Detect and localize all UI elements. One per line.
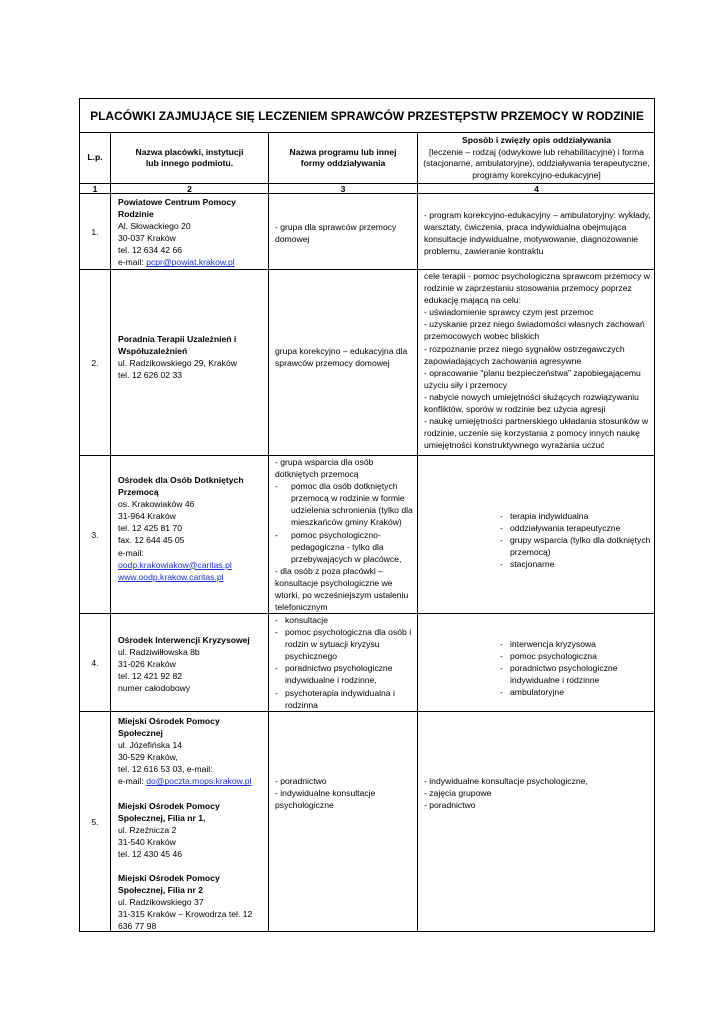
description-item: - oddziaływania terapeutyczne — [500, 523, 621, 534]
program-text: - grupa dla sprawców przemocy domowej — [275, 222, 397, 245]
address-line: 31-315 Kraków – Krowodrza tel. 12 636 77 98 — [118, 909, 253, 932]
institution-name: Miejski Ośrodek Pomocy Społecznej — [118, 716, 220, 739]
description-item: - pomoc psychologiczna — [500, 651, 597, 662]
column-number: 1 — [92, 184, 98, 193]
program-item: - psychoterapia indywidualna i rodzinna — [275, 687, 395, 710]
description-item: - poradnictwo — [424, 800, 476, 811]
description-cell — [418, 510, 656, 570]
description-item: - grupy wsparcia (tylko dla dotkniętych przemocą) — [500, 535, 651, 558]
program-cell — [269, 345, 417, 369]
email-line — [80, 256, 268, 268]
row-number: 5. — [91, 817, 99, 827]
institution-name: Miejski Ośrodek Pomocy Społecznej, Filia nr 2 — [118, 873, 220, 896]
description-line: cele terapii - pomoc psychologiczna sprawcom przemocy w rodzinie w zaprzestaniu stosowania przemocy poprzez edukację mającą na celu: — [424, 271, 650, 306]
column-number: 3 — [340, 184, 346, 193]
program-cell — [269, 775, 417, 811]
description-line: - naukę umiejętności partnerskiego układania stosunków w rodzinie, uczenie się korzystania z pomocy innych naukę umiejętności konstruktywnego wyrażania uczuć — [424, 416, 649, 451]
program-item: - indywidualne konsultacje psychologiczne — [275, 788, 376, 811]
program-cell — [269, 221, 417, 245]
program-item: - grupa wsparcia dla osób dotkniętych przemocą — [275, 457, 374, 480]
column-number: 4 — [534, 184, 539, 193]
row-divider — [80, 711, 654, 712]
description-line: - uzyskanie przez niego świadomości własnych zachowań przemocowych wobec bliskich — [424, 319, 645, 342]
description-line: - uświadomienie sprawcy czym jest przemoc — [424, 307, 594, 318]
address-line: Al. Słowackiego 20 — [118, 221, 191, 232]
header-description-text: [leczenie – rodzaj (odwykowe lub rehabilitacyjne) i forma (stacjonarne, ambulatoryjne), oddziaływania terapeutyczne, programy korekcyjno-edukacyjne] — [423, 146, 650, 180]
address-line: 30-037 Kraków — [118, 233, 176, 244]
row-number: 3. — [91, 529, 99, 540]
institution-name: Powiatowe Centrum Pomocy Rodzinie — [118, 197, 236, 220]
description-item: - ambulatoryjne — [500, 687, 564, 698]
institution-name: Poradnia Terapii Uzależnień i Współuzależnień — [118, 334, 237, 357]
email-link[interactable]: do@poczta.mops.krakow.pl — [146, 776, 252, 787]
description-cell — [418, 638, 656, 698]
institution-cell — [80, 634, 268, 694]
institutions-table — [79, 98, 655, 932]
website-link[interactable]: www.oodp.krakow.caritas.pl — [118, 571, 224, 582]
email-line — [80, 775, 268, 787]
address-line: 31-540 Kraków — [118, 836, 176, 847]
address-line: fax. 12 644 45 05 — [118, 535, 185, 546]
description-line: - opracowanie "planu bezpieczeństwa" zapobiegającemu użyciu siły i przemocy — [424, 367, 641, 390]
description-cell — [418, 270, 656, 451]
address-line: tel. 12 421 92 82 — [118, 671, 183, 682]
description-text: - program korekcyjno-edukacyjny – ambulatoryjny: wykłady, warsztaty, ćwiczenia, praca indywidualna obejmująca konsultacje indywidualne, motywowanie, diagnozowanie problemu, zawieranie kontraktu — [424, 210, 651, 257]
institution-cell — [80, 715, 268, 933]
program-cell — [269, 614, 417, 711]
row-divider — [80, 193, 654, 194]
row-number: 4. — [91, 657, 99, 668]
description-line: - rozpoznanie przez niego sygnałów ostrzegawczych zapowiadających zachowania agresywne — [424, 343, 625, 366]
program-item: - poradnictwo — [275, 776, 327, 786]
program-item: - pomoc psychologiczno-pedagogiczna - tylko dla przebywających w placówce, — [275, 529, 402, 564]
row-number: 2. — [91, 357, 99, 368]
description-line: - nabycie nowych umiejętności służących rozwiązywaniu konfliktów, sporów w rodzinie bez użycia agresji — [424, 391, 639, 415]
institution-cell — [80, 333, 268, 381]
institution-name: Miejski Ośrodek Pomocy Społecznej, Filia nr 1, — [118, 800, 220, 823]
address-line: 30-529 Kraków, — [118, 752, 178, 763]
email-label: e-mail: — [118, 776, 147, 787]
address-line: ul. Rzeźnicza 2 — [118, 824, 177, 835]
address-line: ul. Radzikowskiego 37 — [118, 897, 204, 908]
description-item: - poradnictwo psychologiczne indywidualne i rodzinne — [500, 663, 618, 686]
description-item: - stacjonarne — [500, 559, 555, 570]
address-line: tel. 12 430 45 46 — [118, 848, 183, 859]
description-cell — [418, 775, 656, 811]
address-line: tel. 12 616 53 03, e-mail: — [118, 764, 213, 775]
address-line: ul. Józefińska 14 — [118, 740, 183, 751]
program-cell — [269, 456, 417, 613]
program-item: - pomoc dla osób dotkniętych przemocą w rodzinie w formie udzielenia schronienia (tylko dla mieszkańców gminy Kraków) — [275, 481, 413, 528]
institution-name: Ośrodek Interwencji Kryzysowej — [118, 635, 250, 645]
header-description — [418, 135, 655, 183]
address-line: ul. Radzikowskiego 29, Kraków — [118, 358, 237, 369]
row-number: 1. — [91, 226, 99, 237]
column-number: 2 — [187, 184, 192, 193]
description-cell — [418, 209, 656, 257]
address-line: tel. 12 626 02 33 — [118, 370, 183, 381]
email-label: e-mail: — [118, 257, 147, 268]
header-description-title: Sposób i zwięzły opis oddziaływania — [462, 135, 611, 145]
address-line: tel. 12 634 42 66 — [118, 245, 183, 256]
header-program: Nazwa programu lub innej formy oddziaływania — [289, 146, 397, 168]
description-item: - interwencja kryzysowa — [500, 639, 596, 649]
address-line: numer całodobowy — [118, 683, 191, 694]
institution-cell — [80, 474, 268, 583]
header-lp: L.p. — [87, 152, 103, 163]
address-line: tel. 12 425 81 70 — [118, 523, 183, 534]
institution-cell — [80, 196, 268, 269]
description-item: - indywidualne konsultacje psychologiczne, — [424, 776, 588, 786]
description-item: - zajęcia grupowe — [424, 788, 492, 799]
program-text: grupa korekcyjno – edukacyjna dla sprawców przemocy domowej — [275, 346, 408, 369]
table-title: PLACÓWKI ZAJMUJĄCE SIĘ LECZENIEM SPRAWCÓW PRZESTĘPSTW PRZEMOCY W RODZINIE — [90, 108, 644, 123]
description-item: - terapia indywidualna — [500, 511, 589, 521]
email-link[interactable]: oodp.krakowiakow@caritas.pl — [118, 559, 232, 570]
address-line: 31-026 Kraków — [118, 659, 176, 670]
address-line: os. Krakowiaków 46 — [118, 499, 195, 510]
program-item: - pomoc psychologiczna dla osób i rodzin w sytuacji kryzysu psychicznego — [275, 627, 412, 662]
address-line: 31-964 Kraków — [118, 511, 176, 522]
address-line: e-mail: — [118, 547, 144, 558]
header-institution: Nazwa placówki, instytucji lub innego podmiotu. — [135, 146, 244, 168]
program-item: - dla osób z poza placówki – konsultacje psychologiczne we wtorki, po wcześniejszym ustaleniu telefonicznym — [275, 565, 409, 613]
program-item: - konsultacje — [275, 615, 328, 625]
institution-name: Ośrodek dla Osób Dotkniętych Przemocą — [118, 475, 244, 498]
email-link[interactable]: pcpr@powiat.krakow.pl — [146, 257, 235, 268]
address-line: ul. Radziwiłłowska 8b — [118, 647, 200, 658]
program-item: - poradnictwo psychologiczne indywidualne i rodzinne, — [275, 663, 393, 686]
